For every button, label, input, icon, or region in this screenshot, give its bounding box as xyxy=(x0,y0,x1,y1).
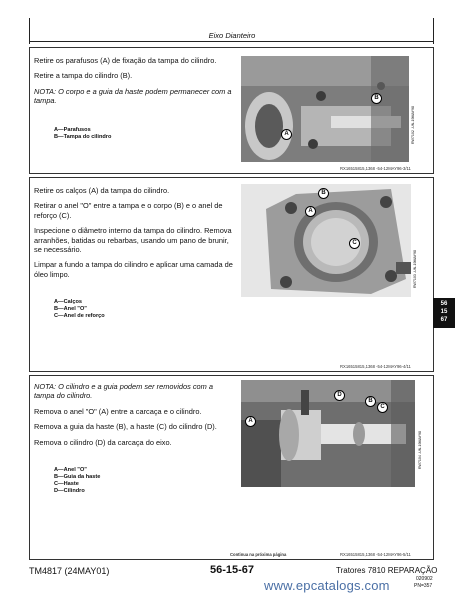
panel-remove-screws xyxy=(29,47,434,174)
panel-2-reference: RX16515815,1368 -54-12MAY96-4/11 xyxy=(340,364,411,369)
panel-3-figure-code: RW7104 -UN-19MAY98 xyxy=(418,431,422,470)
legend-item: C—Haste xyxy=(54,481,79,487)
panel-3-continued-note: Continua na próxima página xyxy=(230,552,287,557)
panel-3-step-1: Remova o anel "O" (A) entre a carcaça e o cilindro. xyxy=(34,406,202,416)
panel-1-step-1: Retire os parafusos (A) de fixação da tampa do cilindro. xyxy=(34,56,217,65)
panel-2-step-2: Retirar o anel "O" entre a tampa e o corpo (B) e o anel de reforço (C). xyxy=(34,201,223,220)
legend-item: B—Anel "O" xyxy=(54,306,87,312)
footer-date-code: 020902 xyxy=(416,576,433,582)
footer-manual-title: Tratores 7810 REPARAÇÃO xyxy=(336,566,438,575)
panel-2-figure-code: RW7103 -UN-19MAY98 xyxy=(413,250,417,289)
panel-2-legend xyxy=(54,299,105,320)
callout-d: D xyxy=(334,390,345,401)
footer-page-code: PN=357 xyxy=(414,583,433,589)
panel-1-legend xyxy=(54,127,111,141)
panel-2-step-3: Inspecione o diâmetro interno da tampa do cilindro. Remova arranhões, batidas ou rebarbas, usando um pano de brunir, se necessário. xyxy=(34,226,232,255)
callout-b: B xyxy=(318,188,329,199)
legend-item: A—Anel "O" xyxy=(54,467,87,473)
panel-1-text xyxy=(34,56,234,112)
section-tab xyxy=(433,298,455,328)
panel-2-step-1: Retire os calços (A) da tampa do cilindro. xyxy=(34,186,170,195)
callout-a: A xyxy=(305,206,316,217)
legend-item: D—Cilindro xyxy=(54,488,85,494)
panel-3-note: NOTA: O cilindro e a guia podem ser removidos com a tampa do cilindro. xyxy=(34,382,213,401)
callout-a: A xyxy=(245,416,256,427)
callout-c: C xyxy=(377,402,388,413)
panel-3-legend xyxy=(54,467,100,495)
legend-item: C—Anel de reforço xyxy=(54,313,105,319)
section-tab-line: 67 xyxy=(440,317,448,323)
panel-1-step-2: Retire a tampa do cilindro (B). xyxy=(34,71,133,81)
page-header-title: Eixo Dianteiro xyxy=(208,31,256,40)
panel-2-step-4: Limpar a fundo a tampa do cilindro e aplicar uma camada de óleo limpo. xyxy=(34,260,233,279)
panel-1-reference: RX16515815,1368 -54-12MAY96-3/11 xyxy=(340,166,411,171)
panel-1-note: NOTA: O corpo e a guia da haste podem permanecer com a tampa. xyxy=(34,86,232,106)
section-tab-line: 56 xyxy=(440,301,448,307)
footer-page-number: 56-15-67 xyxy=(210,564,255,576)
photo-cylinder-cover-bore xyxy=(241,184,411,297)
panel-3-text xyxy=(34,382,234,453)
legend-item: B—Guia da haste xyxy=(54,474,101,480)
panel-remove-cylinder xyxy=(29,375,434,560)
callout-a: A xyxy=(281,129,292,140)
panel-2-text xyxy=(34,186,234,285)
legend-item: A—Calços xyxy=(54,299,82,305)
panel-3-step-3: Remova o cilindro (D) da carcaça do eixo. xyxy=(34,437,172,447)
callout-b: B xyxy=(365,396,376,407)
legend-item: A—Parafusos xyxy=(54,127,91,133)
header-top-rule xyxy=(29,41,434,42)
section-tab-line: 15 xyxy=(440,309,448,315)
panel-3-step-2: Remova a guia da haste (B), a haste (C) do cilindro (D). xyxy=(34,422,217,432)
callout-b: B xyxy=(371,93,382,104)
callout-c: C xyxy=(349,238,360,249)
legend-item: B—Tampa do cilindro xyxy=(54,134,112,140)
photo-cylinder-removal xyxy=(241,380,415,487)
panel-3-reference: RX16515815,1368 -54-12MAY96-5/11 xyxy=(340,552,411,557)
panel-remove-shims xyxy=(29,177,434,372)
watermark: www.epcatalogs.com xyxy=(264,578,390,593)
photo-cylinder-cover-screws xyxy=(241,56,409,162)
panel-1-figure-code: RW7102 -UN-19MAY98 xyxy=(411,106,415,145)
footer-doc-id: TM4817 (24MAY01) xyxy=(29,566,110,576)
